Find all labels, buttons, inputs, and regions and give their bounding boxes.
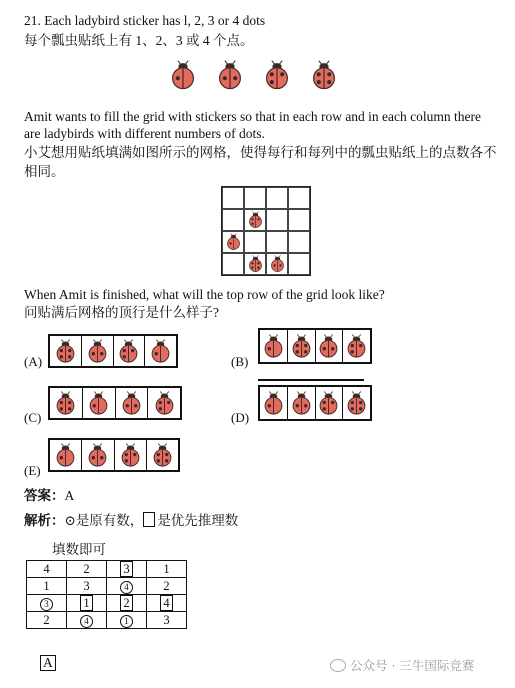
puzzle-grid [221,186,311,276]
grid-cell [288,231,310,253]
solution-table [26,560,187,629]
table-cell [107,595,147,612]
number: 2 [163,578,170,593]
option-cell [50,336,82,366]
table-row [27,612,187,629]
ladybird-2-dots-icon [318,334,339,358]
option-cell [288,387,316,419]
option-e-strip[interactable] [48,438,180,472]
grid-cell [244,231,266,253]
question-prompt-cn: 问贴满后网格的顶行是什么样子? [24,305,219,320]
fill-caption: 填数即可 [52,542,106,557]
question-body-en-2: are ladybirds with different numbers of dots. [24,126,265,141]
circled-number: 4 [120,581,133,594]
option-cell [82,336,114,366]
option-d-strip[interactable] [258,385,372,421]
option-cell [343,387,370,419]
ladybird-2-dots-icon [217,60,243,90]
box-text: 是优先推理数 [157,513,239,528]
option-cell [83,388,116,418]
option-cell [50,440,82,470]
sticker-row [170,60,350,96]
ladybird-3-dots-icon [248,211,263,228]
circle-mark-icon: ⊙ [64,513,76,528]
number: 1 [163,561,170,576]
ladybird-3-dots-icon [120,443,141,467]
number: 2 [83,561,90,576]
final-answer-box: A [40,655,56,671]
boxed-number: 1 [80,595,92,611]
ladybird-3-dots-icon [118,339,139,363]
circle-text: 是原有数， [75,513,144,528]
option-c-strip[interactable] [48,386,182,420]
grid-cell [222,253,244,275]
number: 1 [43,578,50,593]
ladybird-3-dots-icon [264,60,290,90]
number: 2 [43,612,50,627]
table-row [27,578,187,595]
ladybird-4-dots-icon [311,60,337,90]
number: 3 [83,578,90,593]
grid-cell [222,187,244,209]
question-title-cn: 每个瓢虫贴纸上有 1、2、3 或 4 个点。 [24,33,254,48]
analysis-label: 解析： [24,513,65,528]
wechat-icon [330,659,346,672]
table-cell [147,578,187,595]
ladybird-1-dots-icon [170,60,196,90]
ladybird-3-dots-icon [154,391,175,415]
grid-cell [244,187,266,209]
table-cell [27,578,67,595]
option-e-label: (E) [24,463,41,478]
option-d-top-edge [258,379,364,384]
ladybird-1-dots-icon [226,233,241,250]
analysis-line [24,512,238,529]
option-cell [260,387,288,419]
option-cell [50,388,83,418]
option-cell [260,330,288,362]
option-b-strip[interactable] [258,328,372,364]
table-cell [67,578,107,595]
boxed-number: 4 [160,595,172,611]
table-cell [27,612,67,629]
ladybird-3-dots-icon [318,391,339,415]
sticker-3 [264,60,290,95]
grid-cell [266,187,288,209]
table-row [27,561,187,578]
sticker-1 [170,60,196,95]
table-cell [147,612,187,629]
question-body-cn-1: 小艾想用贴纸填满如图所示的网格，使得每行和每列中的瓢虫贴纸上的点数各不 [24,145,497,160]
ladybird-4-dots-icon [152,443,173,467]
option-cell [288,330,316,362]
option-a-strip[interactable] [48,334,178,368]
grid-cell [266,231,288,253]
option-b-label: (B) [231,354,249,369]
option-cell [316,330,344,362]
box-mark-icon [143,512,155,527]
table-cell [107,578,147,595]
ladybird-2-dots-icon [121,391,142,415]
question-title-en: 21. Each ladybird sticker has l, 2, 3 or 4 dots [24,13,266,28]
grid-cell [222,231,244,253]
option-a-label: (A) [24,354,43,369]
grid-cell [222,209,244,231]
ladybird-1-dots-icon [150,339,171,363]
boxed-number: 3 [120,561,132,577]
table-cell [27,595,67,612]
option-cell [148,388,180,418]
question-body-cn-2: 相同。 [24,164,65,179]
ladybird-4-dots-icon [291,334,312,358]
watermark-text: 公众号 · 三牛国际竞赛 [350,658,475,673]
sticker-2 [217,60,243,95]
question-body-en-1: Amit wants to fill the grid with stickers so that in each row and in each column there [24,109,482,124]
ladybird-1-dots-icon [88,391,109,415]
grid-cell [288,253,310,275]
number: 3 [163,612,170,627]
table-cell [27,561,67,578]
ladybird-2-dots-icon [87,339,108,363]
ladybird-1-dots-icon [263,391,284,415]
grid-cell [288,209,310,231]
option-c-label: (C) [24,410,42,425]
table-cell [67,561,107,578]
table-cell [147,561,187,578]
ladybird-2-dots-icon [87,443,108,467]
ladybird-2-dots-icon [291,391,312,415]
ladybird-4-dots-icon [346,391,367,415]
option-cell [316,387,344,419]
watermark [330,656,474,674]
ladybird-2-dots-icon [270,255,285,272]
option-cell [82,440,114,470]
option-cell [147,440,178,470]
answer-label: 答案： [24,488,65,503]
ladybird-4-dots-icon [248,255,263,272]
grid-cell [266,209,288,231]
table-cell [107,561,147,578]
answer-value: A [64,488,75,503]
ladybird-1-dots-icon [263,334,284,358]
number: 4 [43,561,50,576]
question-prompt-en: When Amit is finished, what will the top row of the grid look like? [24,287,385,302]
ladybird-4-dots-icon [55,339,76,363]
boxed-number: 2 [120,595,132,611]
answer-line [24,487,74,504]
option-cell [114,336,146,366]
circled-number: 4 [80,615,93,628]
sticker-4 [311,60,337,95]
grid-cell [266,253,288,275]
circled-number: 3 [40,598,53,611]
option-cell [145,336,176,366]
grid-cell [288,187,310,209]
grid-cell [244,253,266,275]
table-cell [147,595,187,612]
table-row [27,595,187,612]
table-cell [107,612,147,629]
option-d-label: (D) [231,410,250,425]
table-cell [67,595,107,612]
ladybird-4-dots-icon [55,391,76,415]
option-cell [115,440,147,470]
table-cell [67,612,107,629]
circled-number: 1 [120,615,133,628]
ladybird-3-dots-icon [346,334,367,358]
ladybird-1-dots-icon [55,443,76,467]
grid-cell [244,209,266,231]
option-cell [116,388,149,418]
option-cell [343,330,370,362]
